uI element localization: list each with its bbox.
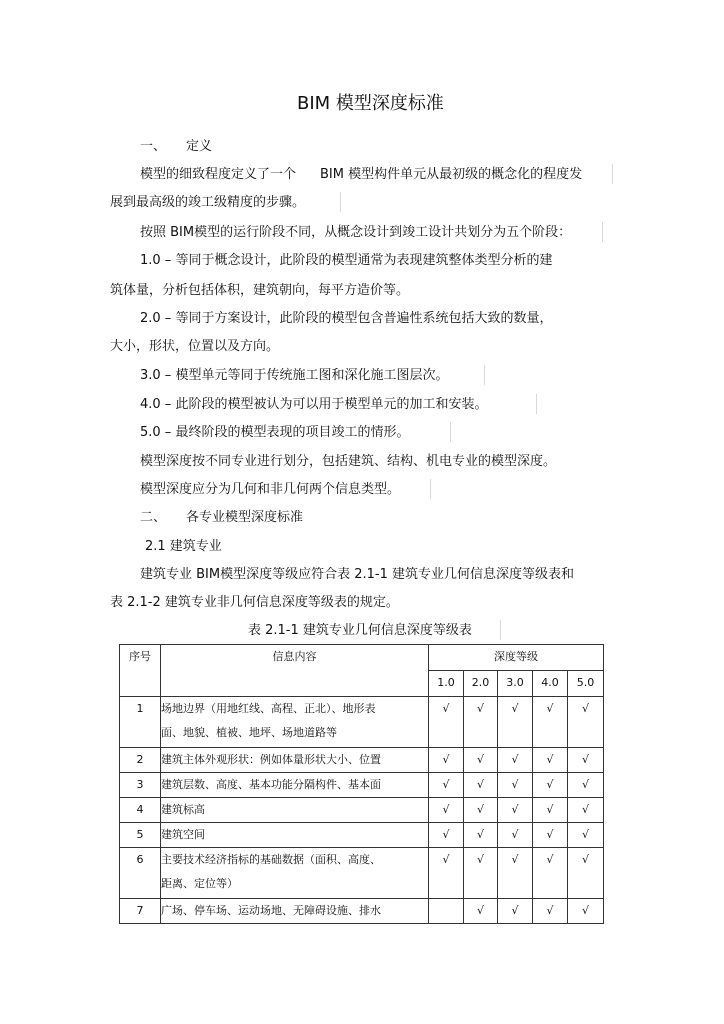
row-info-line: 距离、定位等） bbox=[161, 877, 238, 890]
paragraph-line: 展到最高级的竣工级精度的步骤。 bbox=[110, 195, 306, 210]
header-level: 1.0 bbox=[429, 671, 464, 697]
row-info bbox=[161, 798, 429, 823]
row-number: 2 bbox=[120, 748, 161, 773]
check-mark: √ bbox=[429, 773, 464, 798]
row-number: 4 bbox=[120, 798, 161, 823]
subsection-title: 2.1 建筑专业 bbox=[145, 539, 222, 554]
check-mark: √ bbox=[429, 697, 464, 748]
header-level: 5.0 bbox=[568, 671, 604, 697]
scan-line bbox=[500, 620, 501, 640]
check-mark: √ bbox=[498, 773, 533, 798]
row-info-line: 建筑主体外观形状：例如体量形状大小、位置 bbox=[161, 753, 381, 766]
check-mark: √ bbox=[498, 899, 533, 924]
table-row bbox=[120, 697, 604, 748]
row-info bbox=[161, 773, 429, 798]
header-level: 2.0 bbox=[464, 671, 498, 697]
header-level: 3.0 bbox=[498, 671, 533, 697]
header-no: 序号 bbox=[120, 645, 161, 697]
check-mark: √ bbox=[498, 748, 533, 773]
section-1-title: 定义 bbox=[186, 139, 213, 154]
scan-line bbox=[340, 192, 341, 212]
check-mark: √ bbox=[568, 848, 604, 899]
paragraph-line: 表 2.1-2 建筑专业非几何信息深度等级表的规定。 bbox=[110, 595, 399, 610]
check-mark: √ bbox=[464, 848, 498, 899]
check-mark: √ bbox=[568, 798, 604, 823]
scan-line bbox=[602, 222, 603, 242]
check-mark: √ bbox=[464, 773, 498, 798]
check-mark: √ bbox=[498, 697, 533, 748]
depth-level-table bbox=[119, 644, 604, 924]
row-info-line: 建筑标高 bbox=[161, 803, 205, 816]
section-2-title: 各专业模型深度标准 bbox=[186, 510, 304, 525]
scan-line bbox=[450, 422, 451, 442]
row-info-line: 建筑层数、高度、基本功能分隔构件、基本面 bbox=[161, 778, 381, 791]
check-mark: √ bbox=[568, 697, 604, 748]
row-info bbox=[161, 848, 429, 899]
stage-5-0-line: 5.0 – 最终阶段的模型表现的项目竣工的情形。 bbox=[140, 425, 410, 440]
check-mark: √ bbox=[429, 748, 464, 773]
row-info bbox=[161, 697, 429, 748]
scan-line bbox=[430, 479, 431, 499]
scan-line bbox=[536, 394, 537, 414]
check-mark: √ bbox=[464, 823, 498, 848]
check-mark: √ bbox=[533, 697, 568, 748]
row-info-line: 建筑空间 bbox=[161, 828, 205, 841]
check-mark: √ bbox=[429, 798, 464, 823]
row-info-line: 主要技术经济指标的基础数据（面积、高度、 bbox=[161, 853, 381, 866]
check-mark bbox=[429, 899, 464, 924]
paragraph-line: 按照 BIM模型的运行阶段不同，从概念设计到竣工设计共划分为五个阶段： bbox=[140, 225, 572, 240]
section-1-number: 一、 bbox=[140, 139, 167, 154]
check-mark: √ bbox=[533, 748, 568, 773]
row-number: 6 bbox=[120, 848, 161, 899]
page-title: BIM 模型深度标准 bbox=[297, 93, 444, 114]
table-row bbox=[120, 798, 604, 823]
stage-4-0-line: 4.0 – 此阶段的模型被认为可以用于模型单元的加工和安装。 bbox=[140, 397, 488, 412]
paragraph-line: 建筑专业 BIM模型深度等级应符合表 2.1-1 建筑专业几何信息深度等级表和 bbox=[140, 567, 575, 582]
check-mark: √ bbox=[533, 848, 568, 899]
check-mark: √ bbox=[533, 798, 568, 823]
row-info-line: 场地边界（用地红线、高程、正北）、地形表 bbox=[161, 702, 376, 715]
table-row bbox=[120, 773, 604, 798]
check-mark: √ bbox=[533, 773, 568, 798]
check-mark: √ bbox=[568, 899, 604, 924]
check-mark: √ bbox=[533, 899, 568, 924]
check-mark: √ bbox=[464, 748, 498, 773]
paragraph-line: 模型深度按不同专业进行划分，包括建筑、结构、机电专业的模型深度。 bbox=[140, 454, 557, 469]
row-info-line: 广场、停车场、运动场地、无障碍设施、排水 bbox=[161, 904, 381, 917]
table-row bbox=[120, 899, 604, 924]
check-mark: √ bbox=[568, 823, 604, 848]
row-info-line: 面、地貌、植被、地坪、场地道路等 bbox=[161, 726, 337, 739]
table-row bbox=[120, 823, 604, 848]
table-caption: 表 2.1-1 建筑专业几何信息深度等级表 bbox=[248, 623, 472, 638]
check-mark: √ bbox=[464, 697, 498, 748]
header-depth: 深度等级 bbox=[429, 645, 604, 671]
row-info bbox=[161, 748, 429, 773]
paragraph-line: BIM 模型构件单元从最初级的概念化的程度发 bbox=[320, 167, 583, 182]
stage-1-0-line: 1.0 – 等同于概念设计，此阶段的模型通常为表现建筑整体类型分析的建 bbox=[140, 253, 553, 268]
header-info: 信息内容 bbox=[161, 645, 429, 697]
stage-3-0-line: 3.0 – 模型单元等同于传统施工图和深化施工图层次。 bbox=[140, 368, 449, 383]
scan-line bbox=[484, 365, 485, 385]
header-level: 4.0 bbox=[533, 671, 568, 697]
row-info bbox=[161, 823, 429, 848]
check-mark: √ bbox=[464, 899, 498, 924]
stage-2-0-line: 2.0 – 等同于方案设计，此阶段的模型包含普遍性系统包括大致的数量， bbox=[140, 311, 553, 326]
paragraph-line: 模型深度应分为几何和非几何两个信息类型。 bbox=[140, 482, 401, 497]
row-number: 3 bbox=[120, 773, 161, 798]
check-mark: √ bbox=[464, 798, 498, 823]
check-mark: √ bbox=[498, 848, 533, 899]
scan-line bbox=[612, 164, 613, 184]
section-2-number: 二、 bbox=[140, 510, 167, 525]
table-row bbox=[120, 748, 604, 773]
check-mark: √ bbox=[533, 823, 568, 848]
table-row bbox=[120, 848, 604, 899]
row-number: 5 bbox=[120, 823, 161, 848]
check-mark: √ bbox=[498, 823, 533, 848]
paragraph-line: 模型的细致程度定义了一个 bbox=[140, 167, 297, 182]
stage-1-0-line: 筑体量，分析包括体积，建筑朝向，每平方造价等。 bbox=[110, 283, 410, 298]
row-info bbox=[161, 899, 429, 924]
check-mark: √ bbox=[429, 848, 464, 899]
stage-2-0-line: 大小，形状，位置以及方向。 bbox=[110, 339, 280, 354]
check-mark: √ bbox=[429, 823, 464, 848]
check-mark: √ bbox=[568, 748, 604, 773]
check-mark: √ bbox=[498, 798, 533, 823]
check-mark: √ bbox=[568, 773, 604, 798]
row-number: 1 bbox=[120, 697, 161, 748]
row-number: 7 bbox=[120, 899, 161, 924]
